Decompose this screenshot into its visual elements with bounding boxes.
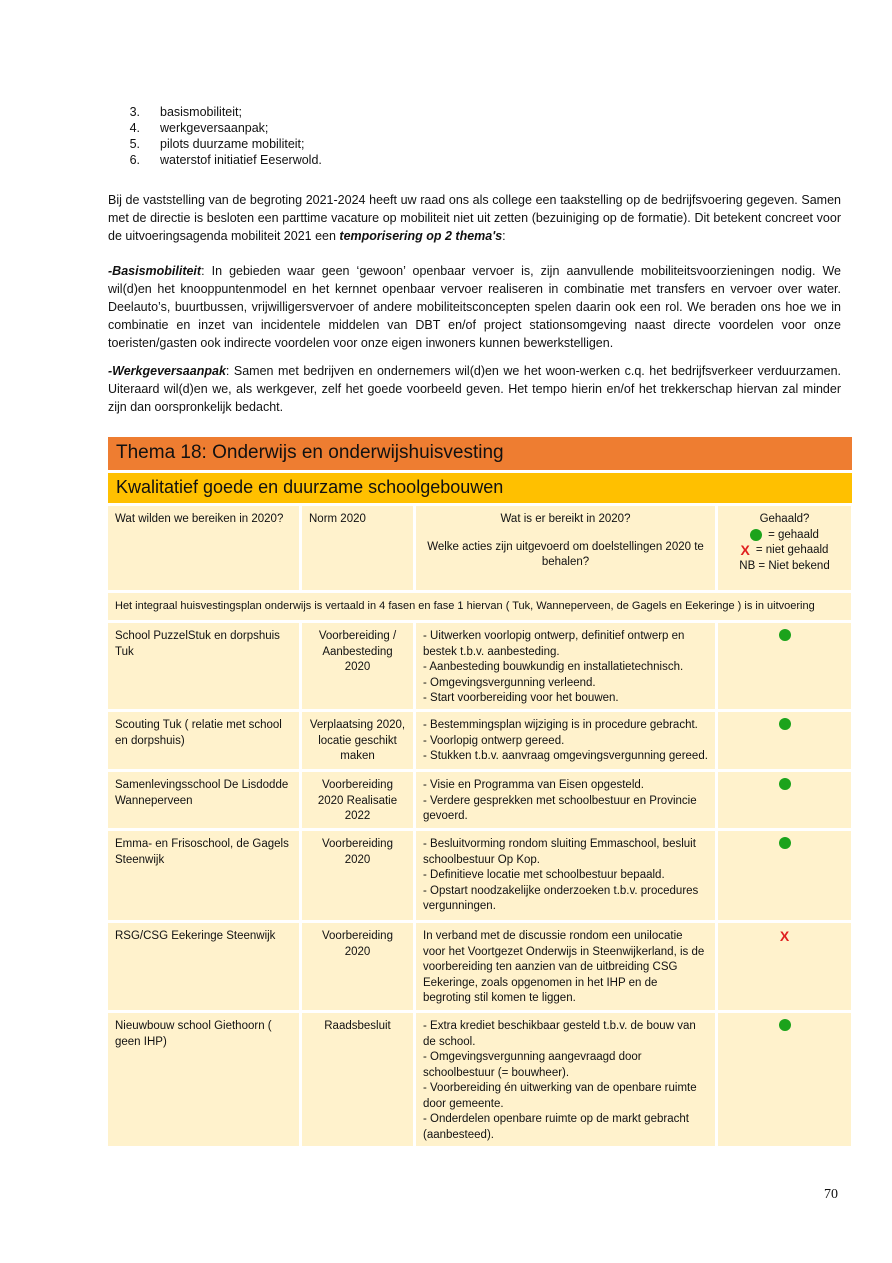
row-norm: Raadsbesluit xyxy=(302,1013,413,1146)
list-number: 6. xyxy=(129,153,140,167)
paragraph-emphasis: -Basismobiliteit xyxy=(108,264,202,278)
paragraph-text: : xyxy=(502,229,506,243)
paragraph-emphasis: -Werkgeversaanpak xyxy=(108,364,226,378)
subtheme-heading: Kwalitatief goede en duurzame schoolgebouwen xyxy=(108,473,852,503)
header-norm: Norm 2020 xyxy=(302,506,413,590)
row-status xyxy=(718,1013,851,1146)
list-item xyxy=(108,136,708,152)
row-norm: Voorbereiding / Aanbesteding 2020 xyxy=(302,623,413,709)
row-status xyxy=(718,831,851,920)
paragraph-basismobiliteit xyxy=(108,262,841,352)
green-dot-icon xyxy=(779,1019,791,1031)
row-norm: Voorbereiding 2020 Realisatie 2022 xyxy=(302,772,413,828)
legend-label: = gehaald xyxy=(768,528,819,541)
row-status xyxy=(718,923,851,1010)
page-number: 70 xyxy=(824,1187,838,1202)
green-dot-icon xyxy=(779,629,791,641)
green-dot-icon xyxy=(779,837,791,849)
legend-label: = niet gehaald xyxy=(755,544,829,556)
paragraph-emphasis: temporisering op 2 thema's xyxy=(339,229,503,243)
list-item xyxy=(108,152,708,168)
green-dot-icon xyxy=(779,778,791,790)
theme-heading: Thema 18: Onderwijs en onderwijshuisvesting xyxy=(108,437,852,470)
row-actions: - Bestemmingsplan wijziging is in procedure gebracht. - Voorlopig ontwerp gereed. - Stukken t.b.v. aanvraag omgevingsvergunning gereed. xyxy=(416,712,715,769)
row-status xyxy=(718,712,851,769)
legend-achieved xyxy=(725,528,844,544)
row-goal: Emma- en Frisoschool, de Gagels Steenwijk xyxy=(108,831,299,920)
list-number: 3. xyxy=(129,105,140,119)
row-goal: Nieuwbouw school Giethoorn ( geen IHP) xyxy=(108,1013,299,1146)
green-dot-icon xyxy=(779,718,791,730)
numbered-list xyxy=(108,104,708,168)
row-status xyxy=(718,623,851,709)
row-goal: RSG/CSG Eekeringe Steenwijk xyxy=(108,923,299,1010)
header-status-title: Gehaald? xyxy=(759,513,810,525)
green-dot-icon xyxy=(750,529,762,541)
row-norm: Voorbereiding 2020 xyxy=(302,923,413,1010)
table-intro: Het integraal huisvestingsplan onderwijs is vertaald in 4 fasen en fase 1 hiervan ( Tuk, Wanneperveen, de Gagels en Eekeringe ) is in uitvoering xyxy=(108,593,851,620)
legend-unknown: NB = Niet bekend xyxy=(739,559,830,572)
paragraph-budget xyxy=(108,191,841,245)
row-actions: - Visie en Programma van Eisen opgesteld. - Verdere gesprekken met schoolbestuur en Provincie gevoerd. xyxy=(416,772,715,828)
row-actions: In verband met de discussie rondom een unilocatie voor het Voortgezet Onderwijs in Steenwijkerland, is de voorbereiding ten aanzien van de uitbreiding CSG Eekeringe, zoals opgenomen in het IHP en de begroting stil komen te liggen. xyxy=(416,923,715,1010)
list-number: 5. xyxy=(129,137,140,151)
list-text: basismobiliteit; xyxy=(160,105,242,119)
row-actions: - Uitwerken voorlopig ontwerp, definitief ontwerp en bestek t.b.v. aanbesteding. - Aanbesteding bouwkundig en installatietechnisch. - Omgevingsvergunning verleend. - Start voorbereiding voor het bouwen. xyxy=(416,623,715,709)
row-actions: - Extra krediet beschikbaar gesteld t.b.v. de bouw van de school. - Omgevingsvergunning aangevraagd door schoolbestuur (= bouwheer). - Voorbereiding én uitwerking van de openbare ruimte door gemeente. - Onderdelen openbare ruimte op de markt gebracht (aanbesteed). xyxy=(416,1013,715,1146)
row-norm: Verplaatsing 2020, locatie geschikt maken xyxy=(302,712,413,769)
row-status xyxy=(718,772,851,828)
legend-not-achieved xyxy=(725,543,844,559)
header-goal: Wat wilden we bereiken in 2020? xyxy=(108,506,299,590)
list-number: 4. xyxy=(129,121,140,135)
list-item xyxy=(108,104,708,120)
paragraph-werkgeversaanpak xyxy=(108,362,841,416)
header-result-actions: Welke acties zijn uitgevoerd om doelstellingen 2020 te behalen? xyxy=(427,540,704,568)
header-result xyxy=(416,506,715,590)
row-goal: Samenlevingsschool De Lisdodde Wanneperveen xyxy=(108,772,299,828)
row-norm: Voorbereiding 2020 xyxy=(302,831,413,920)
row-goal: Scouting Tuk ( relatie met school en dorpshuis) xyxy=(108,712,299,769)
red-x-icon: X xyxy=(779,928,790,944)
paragraph-text: Bij de vaststelling van de begroting 2021-2024 heeft uw raad ons als college een taakstelling op de bedrijfsvoering gegeven. Samen met de directie is besloten een parttime vacature op mobiliteit niet uit zetten (bezuiniging op de formatie). Dit betekent concreet voor de uitvoeringsagenda mobiliteit 2021 een xyxy=(108,193,841,243)
list-text: pilots duurzame mobiliteit; xyxy=(160,137,305,151)
list-text: waterstof initiatief Eeserwold. xyxy=(160,153,322,167)
row-goal: School PuzzelStuk en dorpshuis Tuk xyxy=(108,623,299,709)
row-actions: - Besluitvorming rondom sluiting Emmaschool, besluit schoolbestuur Op Kop. - Definitieve locatie met schoolbestuur bepaald. - Opstart noodzakelijke onderzoeken t.b.v. procedures vergunningen. xyxy=(416,831,715,920)
header-status xyxy=(718,506,851,590)
header-result-title: Wat is er bereikt in 2020? xyxy=(500,513,631,525)
list-item xyxy=(108,120,708,136)
red-x-icon: X xyxy=(740,542,750,558)
paragraph-text: : Samen met bedrijven en ondernemers wil(d)en we het woon-werken c.q. het bedrijfsverkeer verduurzamen. Uiteraard wil(d)en we, als werkgever, zelf het goede voorbeeld geven. Het tempo hierin en/of het trekkerschap hiervan zal minder zijn dan oorspronkelijk bedacht. xyxy=(108,364,841,414)
list-text: werkgeversaanpak; xyxy=(160,121,269,135)
paragraph-text: : In gebieden waar geen ‘gewoon’ openbaar vervoer is, zijn aanvullende mobiliteitsvoorzieningen nodig. We wil(d)en het knooppuntenmodel en het kernnet openbaar vervoer realiseren in combinatie met transfers en vervoer over water. Deelauto’s, buurtbussen, vrijwilligersvervoer of andere mobiliteitsconcepten spelen daarin ook een rol. We beraden ons hoe we in combinatie en inzet van incidentele middelen van DBT en/of project stationsomgeving naast directe voordelen voor onze toeristen/gasten ook indirecte voordelen voor onze eigen inwoners kunnen bewerkstelligen. xyxy=(108,264,841,350)
